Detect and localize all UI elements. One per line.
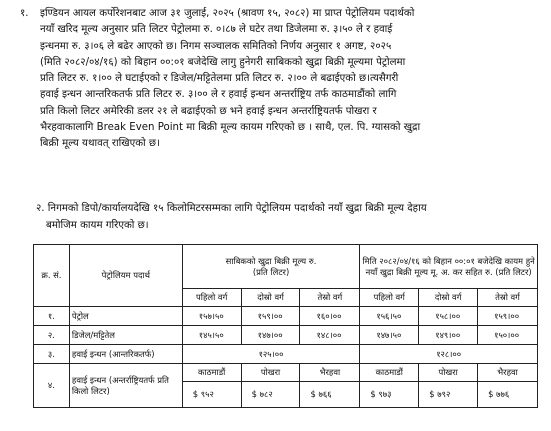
price-cell: १५६।५० (360, 307, 419, 326)
price-value: ७७६ (496, 389, 510, 400)
price-cell: १५७।५० (182, 307, 241, 326)
paragraph-line: बमोजिम कायम गरिएको छ। (46, 219, 149, 231)
currency-symbol: $ (192, 389, 199, 400)
location-label: काठमाडौं (182, 364, 241, 382)
price-cell-usd (360, 382, 419, 408)
price-cell: १५९।०० (478, 307, 538, 326)
currency-symbol: $ (310, 389, 316, 400)
table-row (34, 345, 538, 364)
location-label: भैरहवा (478, 364, 538, 382)
grade-label: दोस्रो वर्ग (419, 289, 478, 307)
currency-symbol: $ (488, 389, 494, 400)
location-label: पोखरा (419, 364, 478, 382)
row-product: हवाई इन्धन (अन्तर्राष्ट्रियतर्फ प्रति किलो लिटर) (69, 364, 182, 408)
row-product: हवाई इन्धन (आन्तरिकतर्फ) (69, 345, 182, 364)
table-row-intl (34, 364, 538, 382)
header-product: पेट्रोलियम पदार्थ (69, 245, 182, 307)
grade-label: पहिलो वर्ग (360, 289, 419, 307)
row-sn: २. (34, 326, 70, 345)
location-label: पोखरा (241, 364, 300, 382)
price-cell: १५८।०० (419, 307, 478, 326)
row-sn: ३. (34, 345, 70, 364)
row-sn: १. (34, 307, 70, 326)
currency-symbol: $ (251, 389, 257, 400)
price-cell-usd (300, 382, 360, 408)
paragraph-number: १. (20, 8, 29, 19)
price-cell-usd (241, 382, 300, 408)
price-value: ९७३ (378, 389, 392, 400)
price-cell: १६०।०० (300, 307, 360, 326)
header-old-price: साबिकको खुद्रा बिक्री मूल्य रु. (प्रति लिटर) (182, 245, 360, 289)
price-value: ९५२ (200, 389, 214, 400)
price-cell: १४९।०० (419, 326, 478, 345)
price-value: ७६६ (318, 389, 332, 400)
price-cell: १४५।५० (182, 326, 241, 345)
paragraph-line: इन्धनमा रु. ३।०६ ले बढेर आएको छ। निगम सञ्चालक समितिको निर्णय अनुसार १ अगष्ट, २०२५ (40, 40, 392, 52)
currency-symbol: $ (429, 389, 435, 400)
price-cell: १४७।५० (360, 326, 419, 345)
paragraph-line: (मिति २०८२/०४/१६) को बिहान ००:०१ बजेदेखि लागु हुनेगरी साबिकको खुद्रा बिक्री मूल्यमा पेट्रोलमा (40, 56, 406, 68)
price-cell: १४८।०० (300, 326, 360, 345)
paragraph-number: २. (36, 203, 45, 214)
paragraph-line: प्रति किलो लिटर अमेरिकी डलर २१ ले बढाईएको छ भने हवाई इन्धन अन्तर्राष्ट्रियतर्फ पोखरा र (40, 105, 377, 117)
location-label: भैरहवा (300, 364, 360, 382)
price-table (33, 244, 538, 408)
price-cell-merged: १२५।०० (182, 345, 360, 364)
paragraph-text: निगमको डिपो/कार्यालयदेखि १५ किलोमिटरसम्मका लागि पेट्रोलियम पदार्थको नयाँ खुद्रा बिक्री मूल्य देहाय (47, 203, 427, 214)
row-product: पेट्रोल (69, 307, 182, 326)
price-cell: १५०।०० (478, 326, 538, 345)
table-row (34, 307, 538, 326)
paragraph-line (36, 201, 531, 218)
currency-symbol: $ (370, 389, 376, 400)
row-sn: ४. (34, 364, 70, 408)
paragraph-price-change (20, 6, 535, 153)
paragraph-line: नयाँ खरिद मूल्य अनुसार प्रति लिटर पेट्रोलमा रु. ०।८७ ले घटेर तथा डिजेलमा रु. ३।५० ले र हवाई (40, 24, 393, 36)
row-product: डिजेल/मट्टितेल (69, 326, 182, 345)
location-label: काठमाडौं (360, 364, 419, 382)
price-cell-usd (182, 382, 241, 408)
paragraph-line: बिक्री मूल्य यथावत् राखिएको छ। (40, 138, 160, 150)
grade-label: तेस्रो वर्ग (300, 289, 360, 307)
paragraph-line: प्रति लिटर रु. १।०० ले घटाईएको र डिजेल/मट्टितेलमा प्रति लिटर रु. २।०० ले बढाईएको छ।त्यसैगरी (40, 73, 399, 85)
header-sn: क्र. सं. (34, 245, 70, 307)
grade-label: तेस्रो वर्ग (478, 289, 538, 307)
price-cell-merged: १२८।०० (360, 345, 538, 364)
table-header-row (34, 245, 538, 289)
grade-label: पहिलो वर्ग (182, 289, 241, 307)
paragraph-line: इण्डियन आयल कर्पोरेशनबाट आज ३१ जुलाई, २०२५ (श्रावण १५, २०८२) मा प्राप्त पेट्रोलियम पदार्थको (40, 8, 415, 19)
paragraph-line: हवाई इन्धन आन्तरिकतर्फ प्रति लिटर रु. ३।०० ले र हवाई इन्धन अन्तर्राष्ट्रिय तर्फ काठमाडौंको लागि (40, 89, 397, 101)
table-row (34, 326, 538, 345)
price-cell-usd (478, 382, 538, 408)
price-value: ७९२ (437, 389, 451, 400)
price-cell-usd (419, 382, 478, 408)
price-cell: १४७।०० (241, 326, 300, 345)
price-cell: १५९।०० (241, 307, 300, 326)
price-value: ७८२ (259, 389, 273, 400)
paragraph-new-prices (36, 201, 531, 234)
header-new-price: मिति २०८२/०४/१६ को बिहान ००:०१ बजेदेखि कायम हुने नयाँ खुद्रा बिक्री मूल्य मू. अ. कर सहित रु. (प्रति लिटर) (360, 245, 538, 289)
paragraph-line: भैरहवाकालागि Break Even Point मा बिक्री मूल्य कायम गरिएको छ । साथै, एल. पि. ग्यासको खुद्रा (40, 122, 421, 134)
grade-label: दोस्रो वर्ग (241, 289, 300, 307)
